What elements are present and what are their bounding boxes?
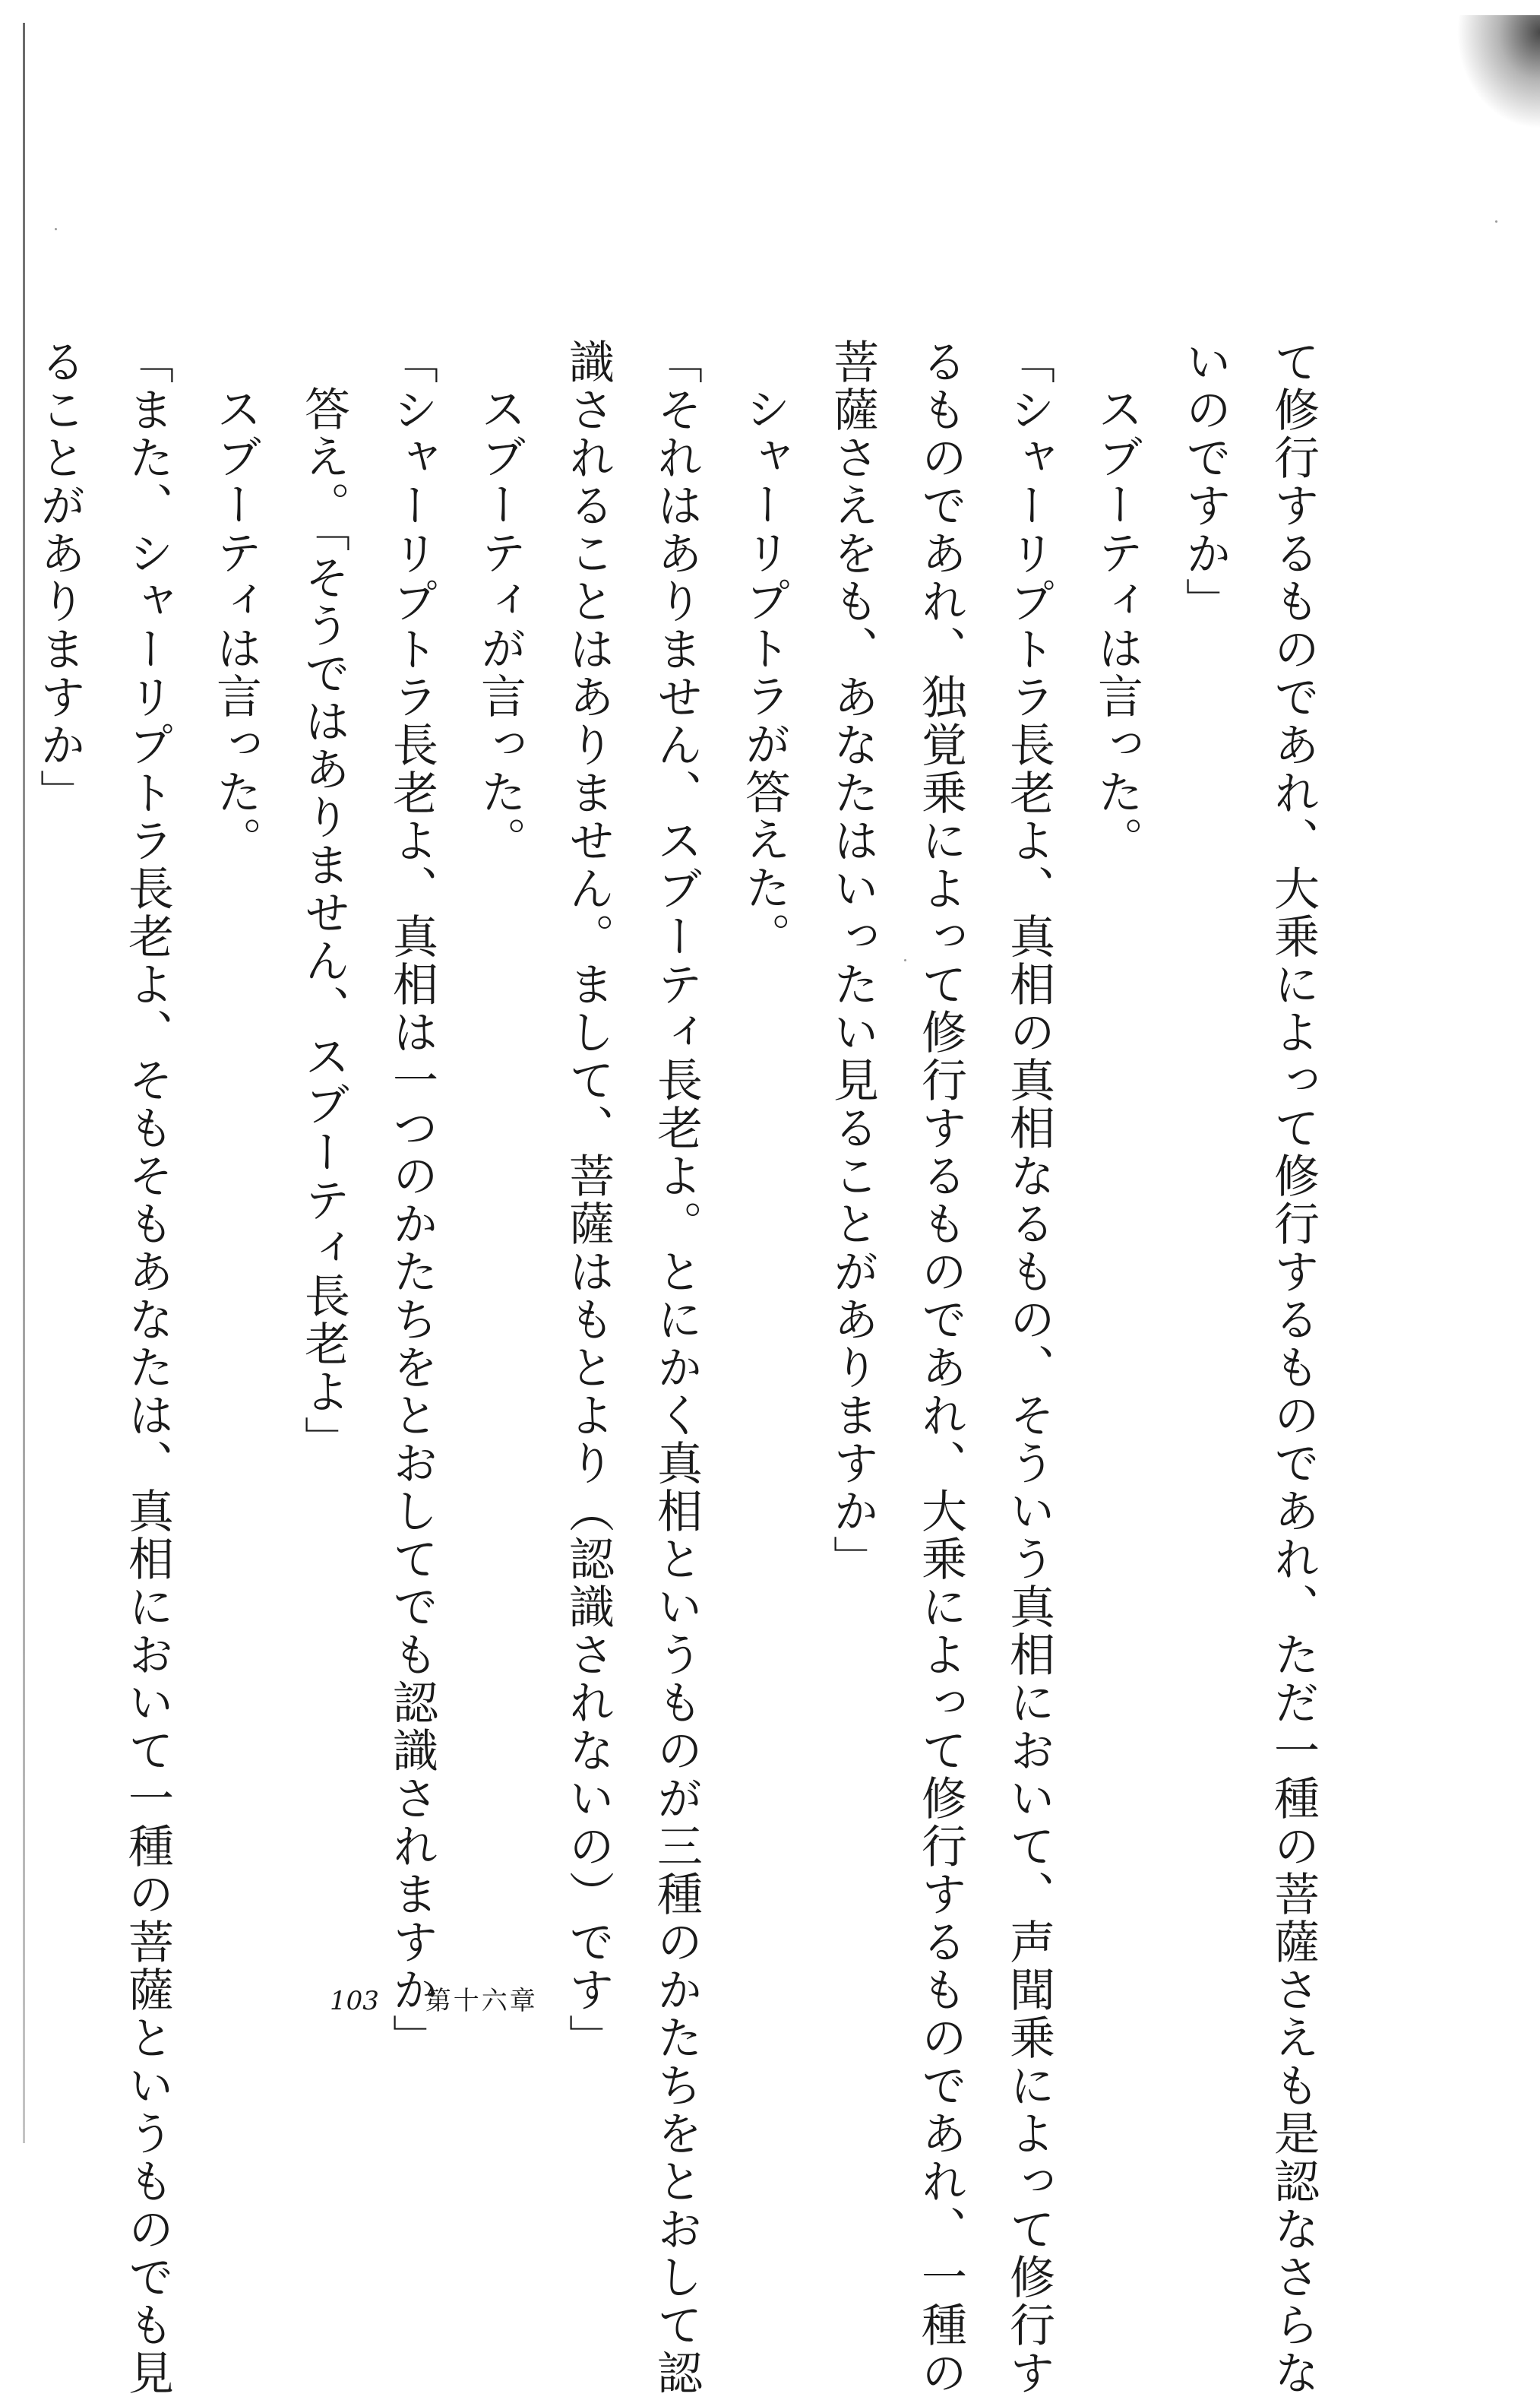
scan-corner-shadow <box>1456 15 1540 129</box>
page-footer <box>330 1986 538 2016</box>
text-line-9: 識されることはありません。まして、菩薩はもとより（認識されないの）です」 <box>561 338 615 2062</box>
text-line-2: いのですか」 <box>1178 338 1232 625</box>
text-line-3: スブーティは言った。 <box>1090 385 1143 864</box>
text-line-8: 「それはありません、スブーティ長老よ。とにかく真相というものが三種のかたちをとおして認 <box>650 338 703 2397</box>
text-line-15: ることがありますか」 <box>33 338 86 817</box>
text-line-5: るものであれ、独覚乗によって修行するものであれ、大乗によって修行するものであれ、一種の <box>914 338 967 2397</box>
text-line-14: 「また、シャーリプトラ長老よ、そもそもあなたは、真相において一種の菩薩というものでも見 <box>121 338 174 2397</box>
text-line-1: て修行するものであれ、大乗によって修行するものであれ、ただ一種の菩薩さえも是認なさらな <box>1266 338 1320 2397</box>
text-line-12: 答え。「そうではありません、スブーティ長老よ」 <box>297 385 350 1464</box>
body-text <box>33 338 1337 2397</box>
text-line-10: スブーティが言った。 <box>473 385 527 864</box>
text-line-6: 菩薩さえをも、あなたはいったい見ることがありますか」 <box>826 338 879 1583</box>
scan-speck <box>1495 220 1497 223</box>
page-number: 103 <box>330 1986 379 2016</box>
text-line-4: 「シャーリプトラ長老よ、真相の真相なるもの、そういう真相において、声聞乗によって修行す <box>1002 338 1055 2397</box>
text-line-13: スブーティは言った。 <box>209 385 262 864</box>
chapter-title: 第十六章 <box>425 1986 538 2016</box>
text-line-11: 「シャーリプトラ長老よ、真相は一つのかたちをとおしてでも認識されますか」 <box>385 338 438 2062</box>
text-line-7: シャーリプトラが答えた。 <box>738 385 791 960</box>
scan-speck <box>55 228 57 230</box>
text-line-16 <box>0 338 15 2003</box>
